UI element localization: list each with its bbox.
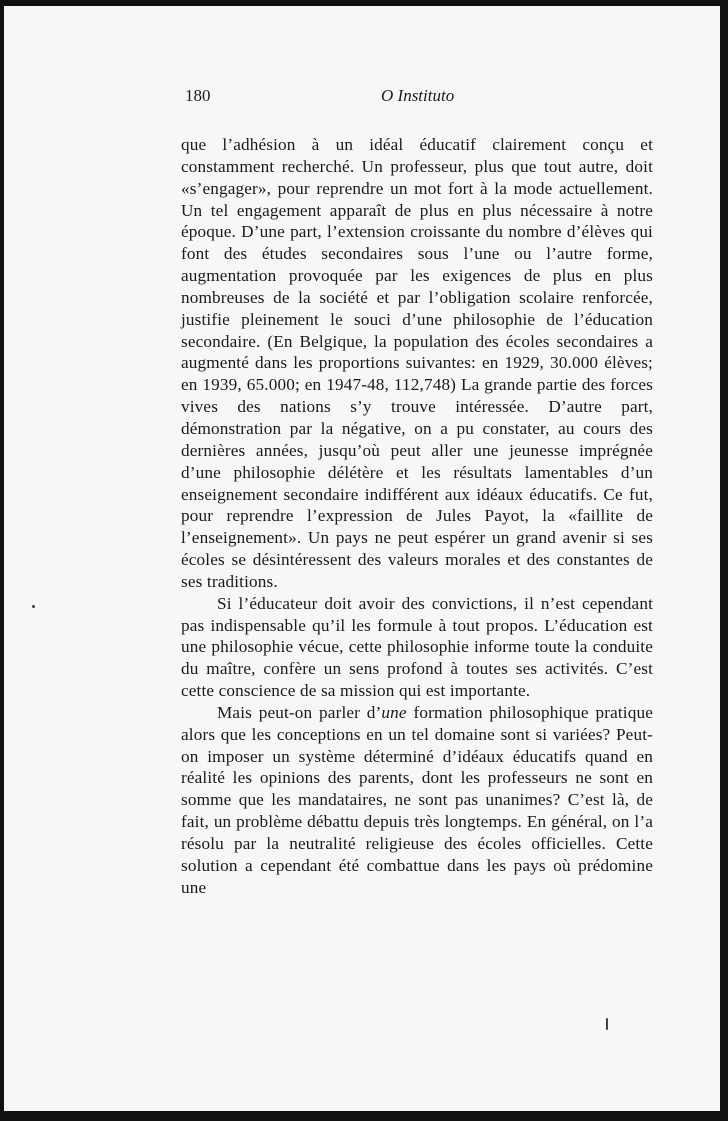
paragraph-3-rest: formation philosophique pratique alors que les conceptions en un tel domaine sont si variées? Peut-on imposer un système déterminé d’idéaux éducatifs quand en réalité les opinions des parents, dont les professeurs ne sont en somme que les mandataires, ne sont pas unanimes? C’est là, de fait, un problème débattu depuis très longtemps. En général, on l’a résolu par la neutralité religieuse des écoles officielles. Cette solution a cependant été combattue dans les pays où prédomine une [181, 702, 653, 897]
body-text [181, 134, 653, 899]
running-head [181, 86, 653, 110]
book-page [181, 86, 653, 899]
emphasized-word: une [381, 702, 407, 722]
scan-speck [32, 605, 35, 608]
journal-title: O Instituto [381, 86, 455, 105]
page-number: 180 [185, 86, 211, 105]
scan-speck [606, 1018, 608, 1030]
paragraph-2: Si l’éducateur doit avoir des convictions, il n’est cependant pas indispensable qu’il les formule à tout propos. L’éducation est une philosophie vécue, cette philosophie informe toute la conduite du maître, confère un sens profond à toutes ses activités. C’est cette conscience de sa mission qui est importante. [181, 593, 653, 701]
paragraph-3 [181, 702, 653, 899]
paragraph-1: que l’adhésion à un idéal éducatif clairement conçu et constamment recherché. Un professeur, plus que tout autre, doit «s’engager», pour reprendre un mot fort à la mode actuellement. Un tel engagement apparaît de plus en plus nécessaire à notre époque. D’une part, l’extension croissante du nombre d’élèves qui font des études secondaires sous l’une ou l’autre forme, augmentation provoquée par les exigences de plus en plus nombreuses de la société et par l’obligation scolaire renforcée, justifie pleinement le souci d’une philosophie de l’éducation secondaire. (En Belgique, la population des écoles secondaires a augmenté dans les proportions suivantes: en 1929, 30.000 élèves; en 1939, 65.000; en 1947-48, 112,748) La grande partie des forces vives des nations s’y trouve intéressée. D’autre part, démonstration par la négative, on a pu constater, au cours des dernières années, jusqu’où peut aller une jeunesse imprégnée d’une philosophie délétère et les résultats lamentables d’un enseignement secondaire indifférent aux idéaux éducatifs. Ce fut, pour reprendre l’expression de Jules Payot, la «faillite de l’enseignement». Un pays ne peut espérer un grand avenir si ses écoles se désintéressent des valeurs morales et des constantes de ses traditions. [181, 135, 653, 591]
paragraph-3-lead: Mais peut-on parler d’ [217, 702, 382, 722]
